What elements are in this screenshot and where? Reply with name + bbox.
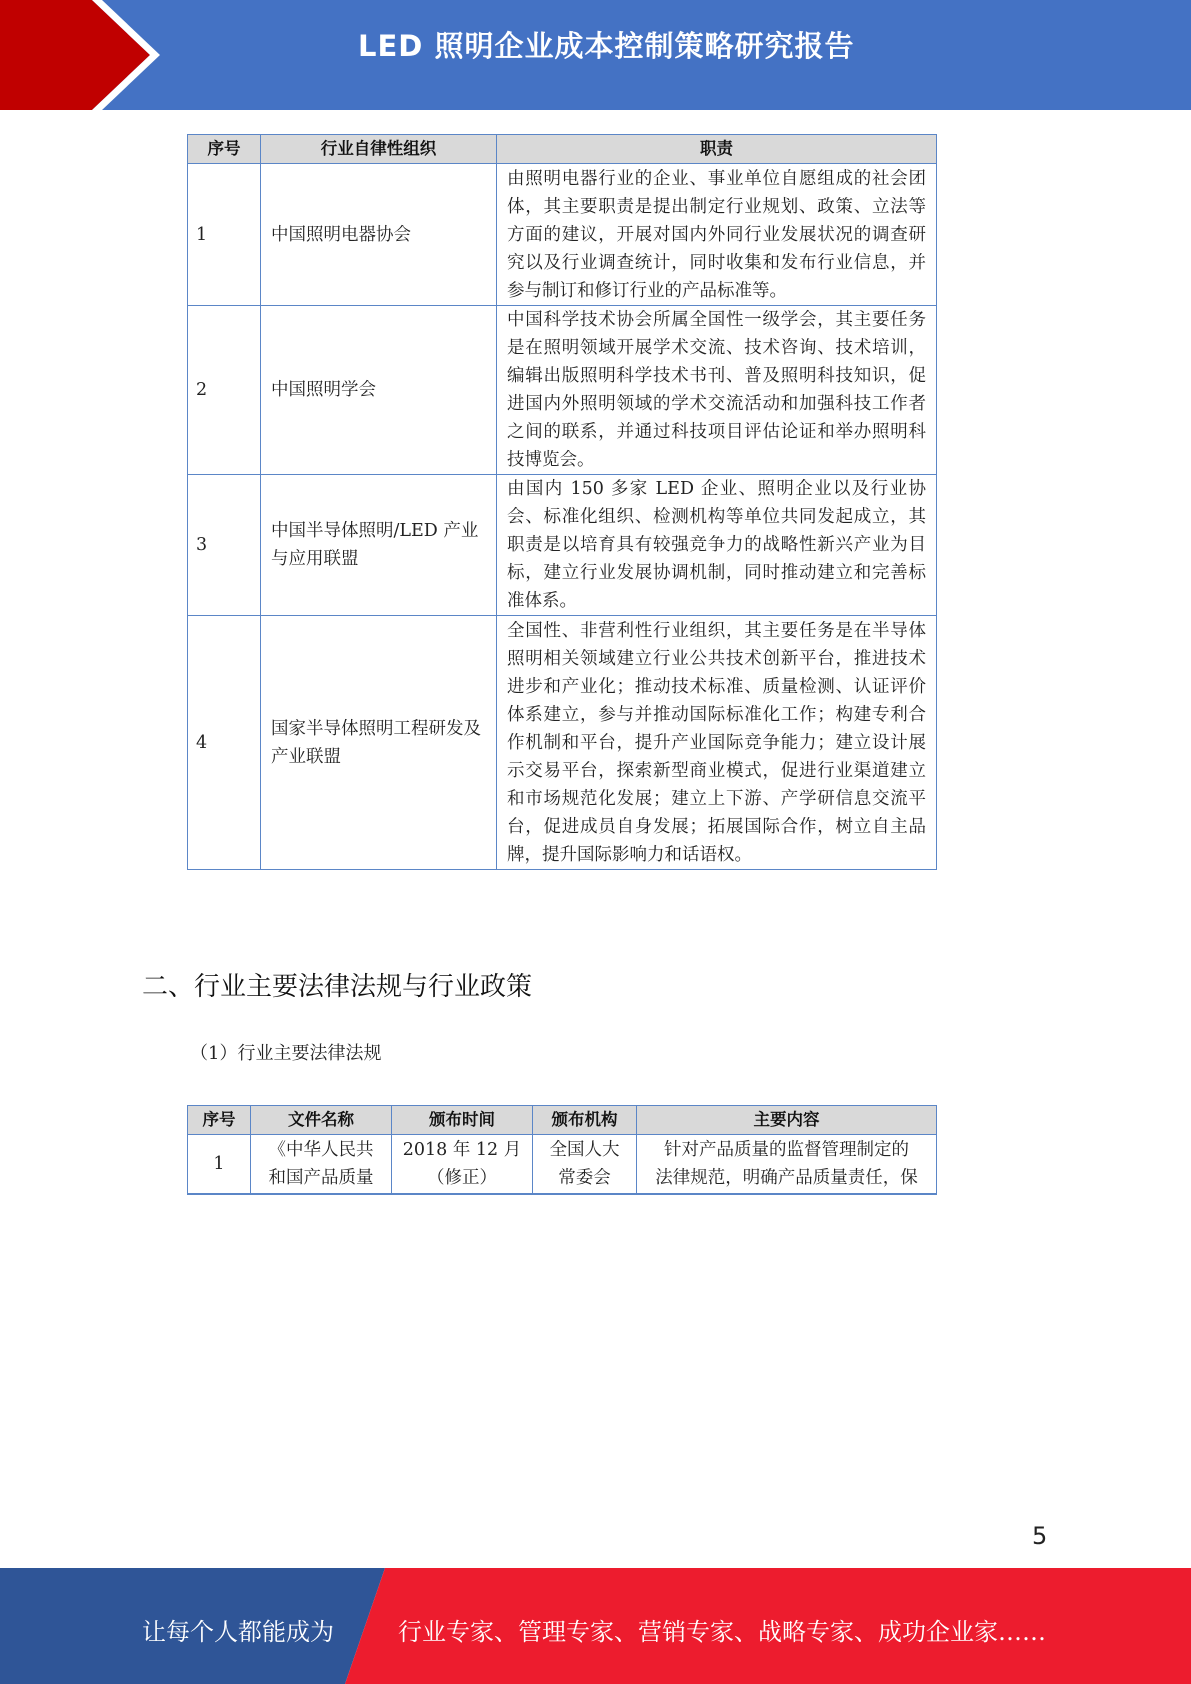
header-doc-name: 文件名称 (251, 1106, 392, 1135)
org-name: 中国半导体照明/LED 产业与应用联盟 (261, 475, 497, 616)
header-issuer: 颁布机构 (533, 1106, 637, 1135)
laws-regulations-table (187, 1105, 937, 1195)
section-title: 二、行业主要法律法规与行业政策 (142, 972, 533, 1002)
header-banner (0, 0, 1191, 110)
table-row (188, 164, 937, 306)
footer-banner (0, 1568, 1191, 1684)
org-duty: 由国内 150 多家 LED 企业、照明企业以及行业协会、标准化组织、检测机构等单位共同发起成立，其职责是以培育具有较强竞争力的战略性新兴产业为目标，建立行业发展协调机制，同时推动建立和完善标准体系。 (497, 475, 937, 616)
footer-slogan-left: 让每个人都能成为 (142, 1618, 334, 1646)
main-content-line: 针对产品质量的监督管理制定的 (664, 1140, 909, 1160)
report-title: LED 照明企业成本控制策略研究报告 (358, 29, 855, 63)
table-header-row (188, 1106, 937, 1135)
org-duty: 中国科学技术协会所属全国性一级学会，其主要任务是在照明领域开展学术交流、技术咨询、技术培训，编辑出版照明科学技术书刊、普及照明科技知识，促进国内外照明领域的学术交流活动和加强科技工作者之间的联系，并通过科技项目评估论证和举办照明科技博览会。 (497, 306, 937, 475)
row-number: 1 (188, 1135, 251, 1195)
header-duty: 职责 (497, 135, 937, 164)
table-row (188, 616, 937, 870)
footer-slogan-right: 行业专家、管理专家、营销专家、战略专家、成功企业家…… (398, 1618, 1046, 1646)
row-number: 1 (188, 164, 261, 306)
industry-organizations-table (187, 134, 937, 870)
org-name: 中国照明学会 (261, 306, 497, 475)
issue-time-line: （修正） (427, 1168, 497, 1188)
header-issue-time: 颁布时间 (392, 1106, 533, 1135)
header-no: 序号 (188, 1106, 251, 1135)
issue-time (392, 1135, 533, 1195)
issuer-line: 全国人大 (549, 1140, 620, 1160)
org-name: 中国照明电器协会 (261, 164, 497, 306)
table-row (188, 306, 937, 475)
page-number: 5 (1032, 1522, 1048, 1550)
row-number: 4 (188, 616, 261, 870)
issuer-line: 常委会 (558, 1168, 611, 1188)
org-duty: 全国性、非营利性行业组织，其主要任务是在半导体照明相关领域建立行业公共技术创新平台，推进技术进步和产业化；推动技术标准、质量检测、认证评价体系建立，参与并推动国际标准化工作；构建专利合作机制和平台，提升产业国际竞争能力；建立设计展示交易平台，探索新型商业模式，促进行业渠道建立和市场规范化发展；建立上下游、产学研信息交流平台，促进成员自身发展；拓展国际合作，树立自主品牌，提升国际影响力和话语权。 (497, 616, 937, 870)
row-number: 3 (188, 475, 261, 616)
table-row (188, 1135, 937, 1195)
main-content-line: 法律规范，明确产品质量责任，保 (655, 1168, 918, 1188)
org-name: 国家半导体照明工程研发及产业联盟 (261, 616, 497, 870)
header-org: 行业自律性组织 (261, 135, 497, 164)
header-main-content: 主要内容 (637, 1106, 937, 1135)
issuer (533, 1135, 637, 1195)
table-row (188, 475, 937, 616)
section-subtitle: （1）行业主要法律法规 (190, 1043, 382, 1064)
row-number: 2 (188, 306, 261, 475)
issue-time-line: 2018 年 12 月 (402, 1140, 522, 1160)
main-content (637, 1135, 937, 1195)
doc-name-line: 和国产品质量 (268, 1168, 374, 1188)
table-header-row (188, 135, 937, 164)
doc-name-line: 《中华人民共 (268, 1140, 374, 1160)
org-duty: 由照明电器行业的企业、事业单位自愿组成的社会团体，其主要职责是提出制定行业规划、政策、立法等方面的建议，开展对国内外同行业发展状况的调查研究以及行业调查统计，同时收集和发布行业信息，并参与制订和修订行业的产品标准等。 (497, 164, 937, 306)
header-no: 序号 (188, 135, 261, 164)
doc-name (251, 1135, 392, 1195)
